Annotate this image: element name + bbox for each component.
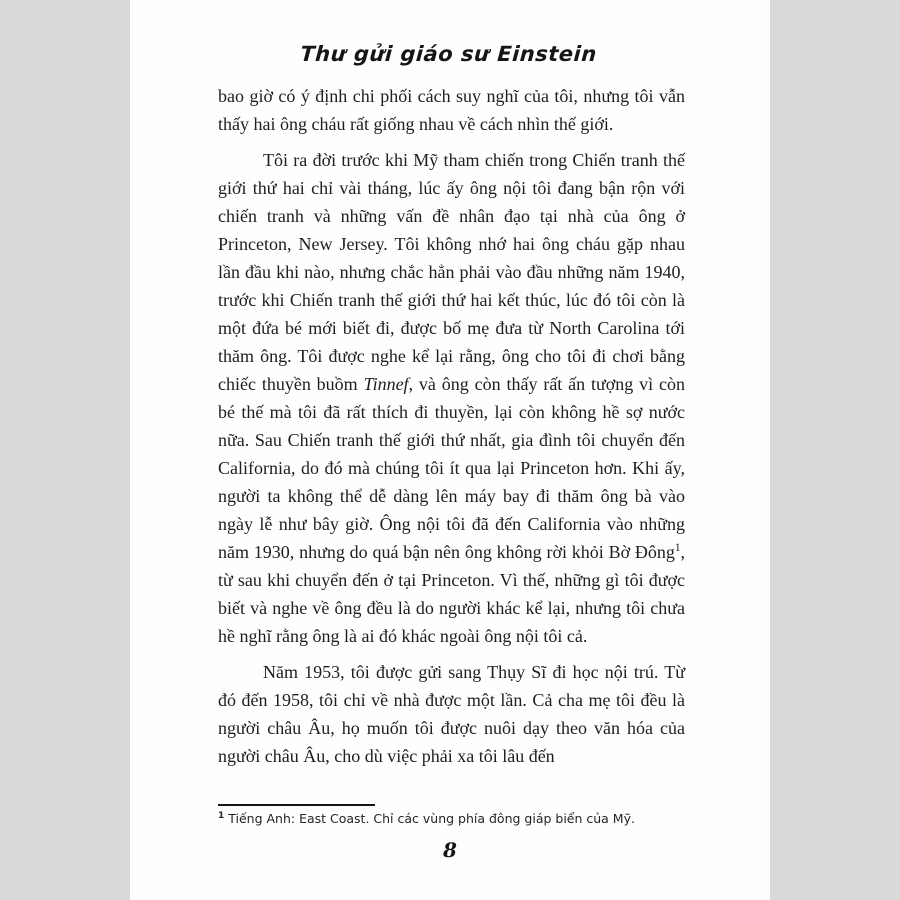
footnote-reference: 1 [674, 542, 681, 554]
body-text [218, 82, 685, 770]
footnote-marker: 1 [218, 810, 225, 821]
paragraph-continuation: bao giờ có ý định chi phối cách suy nghĩ của tôi, nhưng tôi vẫn thấy hai ông cháu rất giống nhau về cách nhìn thế giới. [218, 86, 685, 134]
running-header: Thư gửi giáo sư Einstein [299, 42, 598, 66]
footnote [218, 810, 685, 827]
paragraph-2-text-a: Tôi ra đời trước khi Mỹ tham chiến trong Chiến tranh thế giới thứ hai chỉ vài tháng, lúc ấy ông nội tôi đang bận rộn với chiến tranh và những vấn đề nhân đạo tại nhà của ông ở Princeton, New Jersey. Tôi không nhớ hai ông cháu gặp nhau lần đầu khi nào, nhưng chắc hẳn phải vào đầu những năm 1940, trước khi Chiến tranh thế giới thứ hai kết thúc, lúc đó tôi còn là một đứa bé mới biết đi, được bố mẹ đưa từ North Carolina tới thăm ông. Tôi được nghe kể lại rằng, ông cho tôi đi chơi bằng chiếc thuyền buồm [218, 150, 685, 394]
paragraph-3: Năm 1953, tôi được gửi sang Thụy Sĩ đi học nội trú. Từ đó đến 1958, tôi chỉ về nhà được một lần. Cả cha mẹ tôi đều là người châu Âu, họ muốn tôi được nuôi dạy theo văn hóa của người châu Âu, cho dù việc phải xa tôi lâu đến [218, 662, 685, 766]
paragraph-2 [218, 146, 685, 650]
footnote-text: Tiếng Anh: East Coast. Chỉ các vùng phía đông giáp biển của Mỹ. [224, 811, 635, 826]
page-number: 8 [443, 838, 457, 862]
paragraph-2-text-c: , từ sau khi chuyển đến ở tại Princeton. Vì thế, những gì tôi được biết và nghe về ông đều là do người khác kể lại, nhưng tôi chưa hề nghĩ rằng ông là ai đó khác ngoài ông nội tôi cả. [218, 542, 685, 646]
book-page [130, 0, 770, 900]
paragraph-2-text-b: , và ông còn thấy rất ấn tượng vì còn bé thế mà tôi đã rất thích đi thuyền, lại còn không hề sợ nước nữa. Sau Chiến tranh thế giới thứ nhất, gia đình tôi chuyển đến California, do đó mà chúng tôi ít qua lại Princeton hơn. Khi ấy, người ta không thể dễ dàng lên máy bay đi thăm ông bà vào ngày lễ như bây giờ. Ông nội tôi đã đến California vào những năm 1930, nhưng do quá bận nên ông không rời khỏi Bờ Đông [218, 374, 685, 562]
footnote-separator-rule [218, 804, 375, 806]
boat-name-italic: Tinnef [363, 374, 409, 394]
